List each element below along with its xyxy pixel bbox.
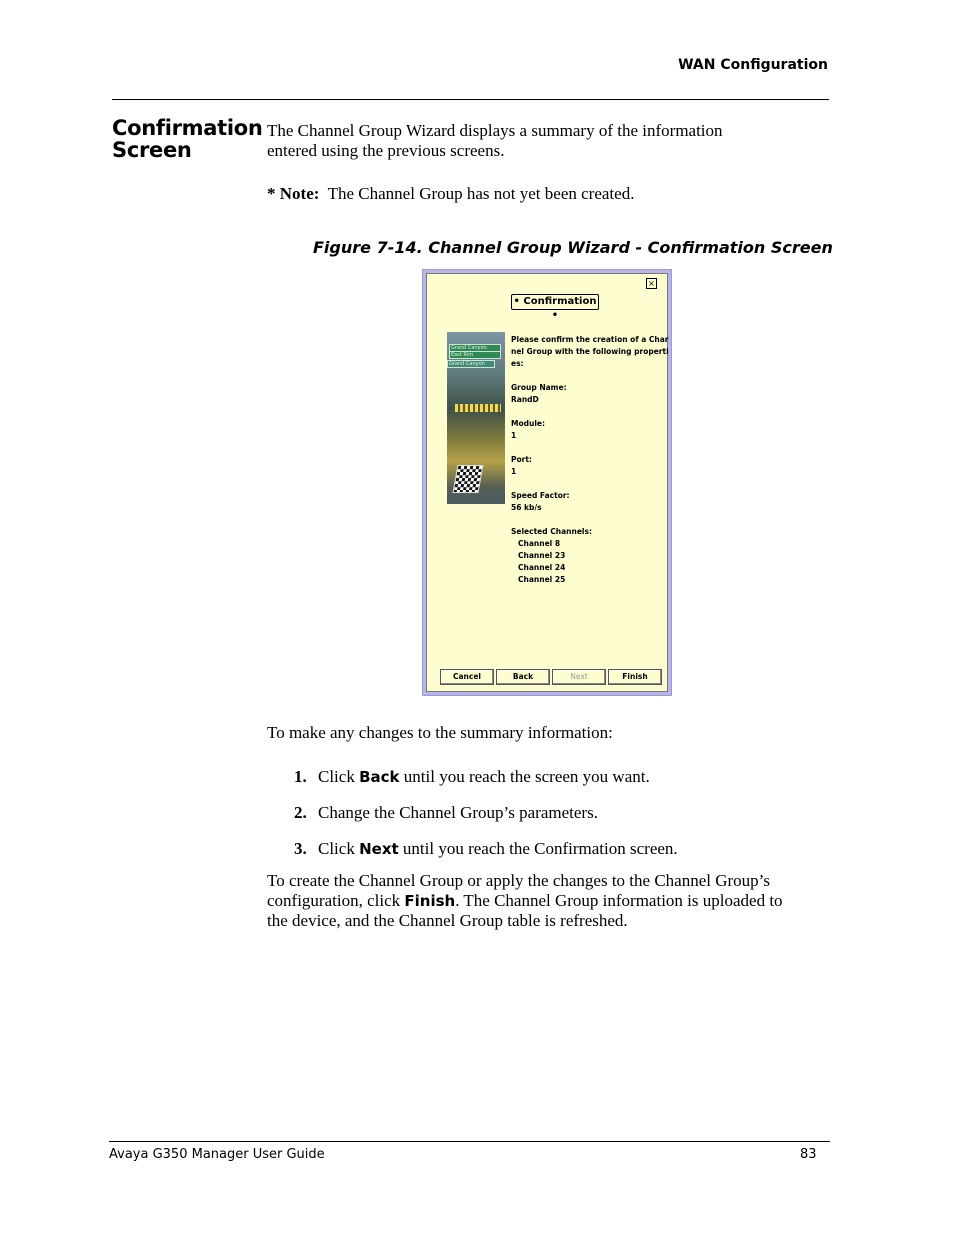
step-text: Click xyxy=(318,839,360,858)
channel-item: Channel 8 xyxy=(518,539,561,548)
step-ui-term: Next xyxy=(359,840,399,858)
header-section-title: WAN Configuration xyxy=(678,57,828,73)
figure-caption: Figure 7-14. Channel Group Wizard - Confirmation Screen xyxy=(313,238,833,257)
module-value: 1 xyxy=(511,431,517,440)
intro-line1: The Channel Group Wizard displays a summary of the information xyxy=(267,121,723,140)
group-name-value: RandD xyxy=(511,395,539,404)
wizard-title: • Confirmation • xyxy=(511,294,599,310)
note-text: The Channel Group has not yet been created. xyxy=(327,184,635,203)
final-line2-start: configuration, click xyxy=(267,891,405,910)
back-button[interactable]: Back xyxy=(496,669,550,685)
section-title xyxy=(112,117,263,161)
step-ui-term: Back xyxy=(359,768,400,786)
footer-guide-title: Avaya G350 Manager User Guide xyxy=(109,1147,325,1162)
prompt-line1: Please confirm the creation of a Char xyxy=(511,335,669,344)
step-text-end: until you reach the Confirmation screen. xyxy=(398,839,678,858)
cancel-button[interactable]: Cancel xyxy=(440,669,494,685)
final-line1: To create the Channel Group or apply the changes to the Channel Group’s xyxy=(267,871,770,890)
final-paragraph xyxy=(267,871,827,931)
note-label: * Note: xyxy=(267,184,320,203)
module-label: Module: xyxy=(511,419,545,428)
road-sign-1: Grand Canyon xyxy=(449,344,501,352)
prompt-line2: nel Group with the following properti xyxy=(511,347,669,356)
step-text-end: until you reach the screen you want. xyxy=(399,767,650,786)
group-name-label: Group Name: xyxy=(511,383,567,392)
step-number: 3. xyxy=(294,839,307,858)
section-title-line2: Screen xyxy=(112,138,192,162)
changes-intro: To make any changes to the summary information: xyxy=(267,723,613,742)
note xyxy=(267,184,827,204)
channel-item: Channel 25 xyxy=(518,575,566,584)
finish-button[interactable]: Finish xyxy=(608,669,662,685)
step-number: 2. xyxy=(294,803,307,822)
port-label: Port: xyxy=(511,455,532,464)
wizard-panel xyxy=(426,273,668,692)
speed-factor-label: Speed Factor: xyxy=(511,491,570,500)
checkered-flag-icon xyxy=(453,465,484,493)
close-icon[interactable]: × xyxy=(646,278,657,289)
wizard-side-image xyxy=(447,332,505,504)
speed-factor-value: 56 kb/s xyxy=(511,503,542,512)
prompt-line3: es: xyxy=(511,359,524,368)
step-number: 1. xyxy=(294,767,307,786)
intro-line2: entered using the previous screens. xyxy=(267,141,505,160)
step-text: Click xyxy=(318,767,360,786)
step-1 xyxy=(294,767,650,787)
wizard-screenshot xyxy=(422,269,672,696)
wizard-summary xyxy=(511,334,671,586)
port-value: 1 xyxy=(511,467,517,476)
next-button[interactable]: Next xyxy=(552,669,606,685)
wizard-button-bar xyxy=(440,669,662,685)
step-2 xyxy=(294,803,598,823)
header-rule xyxy=(112,99,829,100)
road-sign-3: Grand Canyon xyxy=(447,360,495,368)
selected-channels-label: Selected Channels: xyxy=(511,527,592,536)
intro-paragraph xyxy=(267,121,827,161)
footer-page-number: 83 xyxy=(800,1147,817,1162)
step-text: Change the Channel Group’s parameters. xyxy=(318,803,598,822)
step-3 xyxy=(294,839,678,859)
lights-decoration xyxy=(455,404,501,412)
final-line2 xyxy=(267,891,827,911)
channel-item: Channel 23 xyxy=(518,551,566,560)
channel-item: Channel 24 xyxy=(518,563,566,572)
final-ui-term: Finish xyxy=(404,892,456,910)
section-title-line1: Confirmation xyxy=(112,116,263,140)
road-sign-2: East Rim xyxy=(449,351,501,359)
footer-rule xyxy=(109,1141,830,1142)
final-line2-end: . The Channel Group information is uploaded to xyxy=(455,891,783,910)
final-line3: the device, and the Channel Group table is refreshed. xyxy=(267,911,628,930)
